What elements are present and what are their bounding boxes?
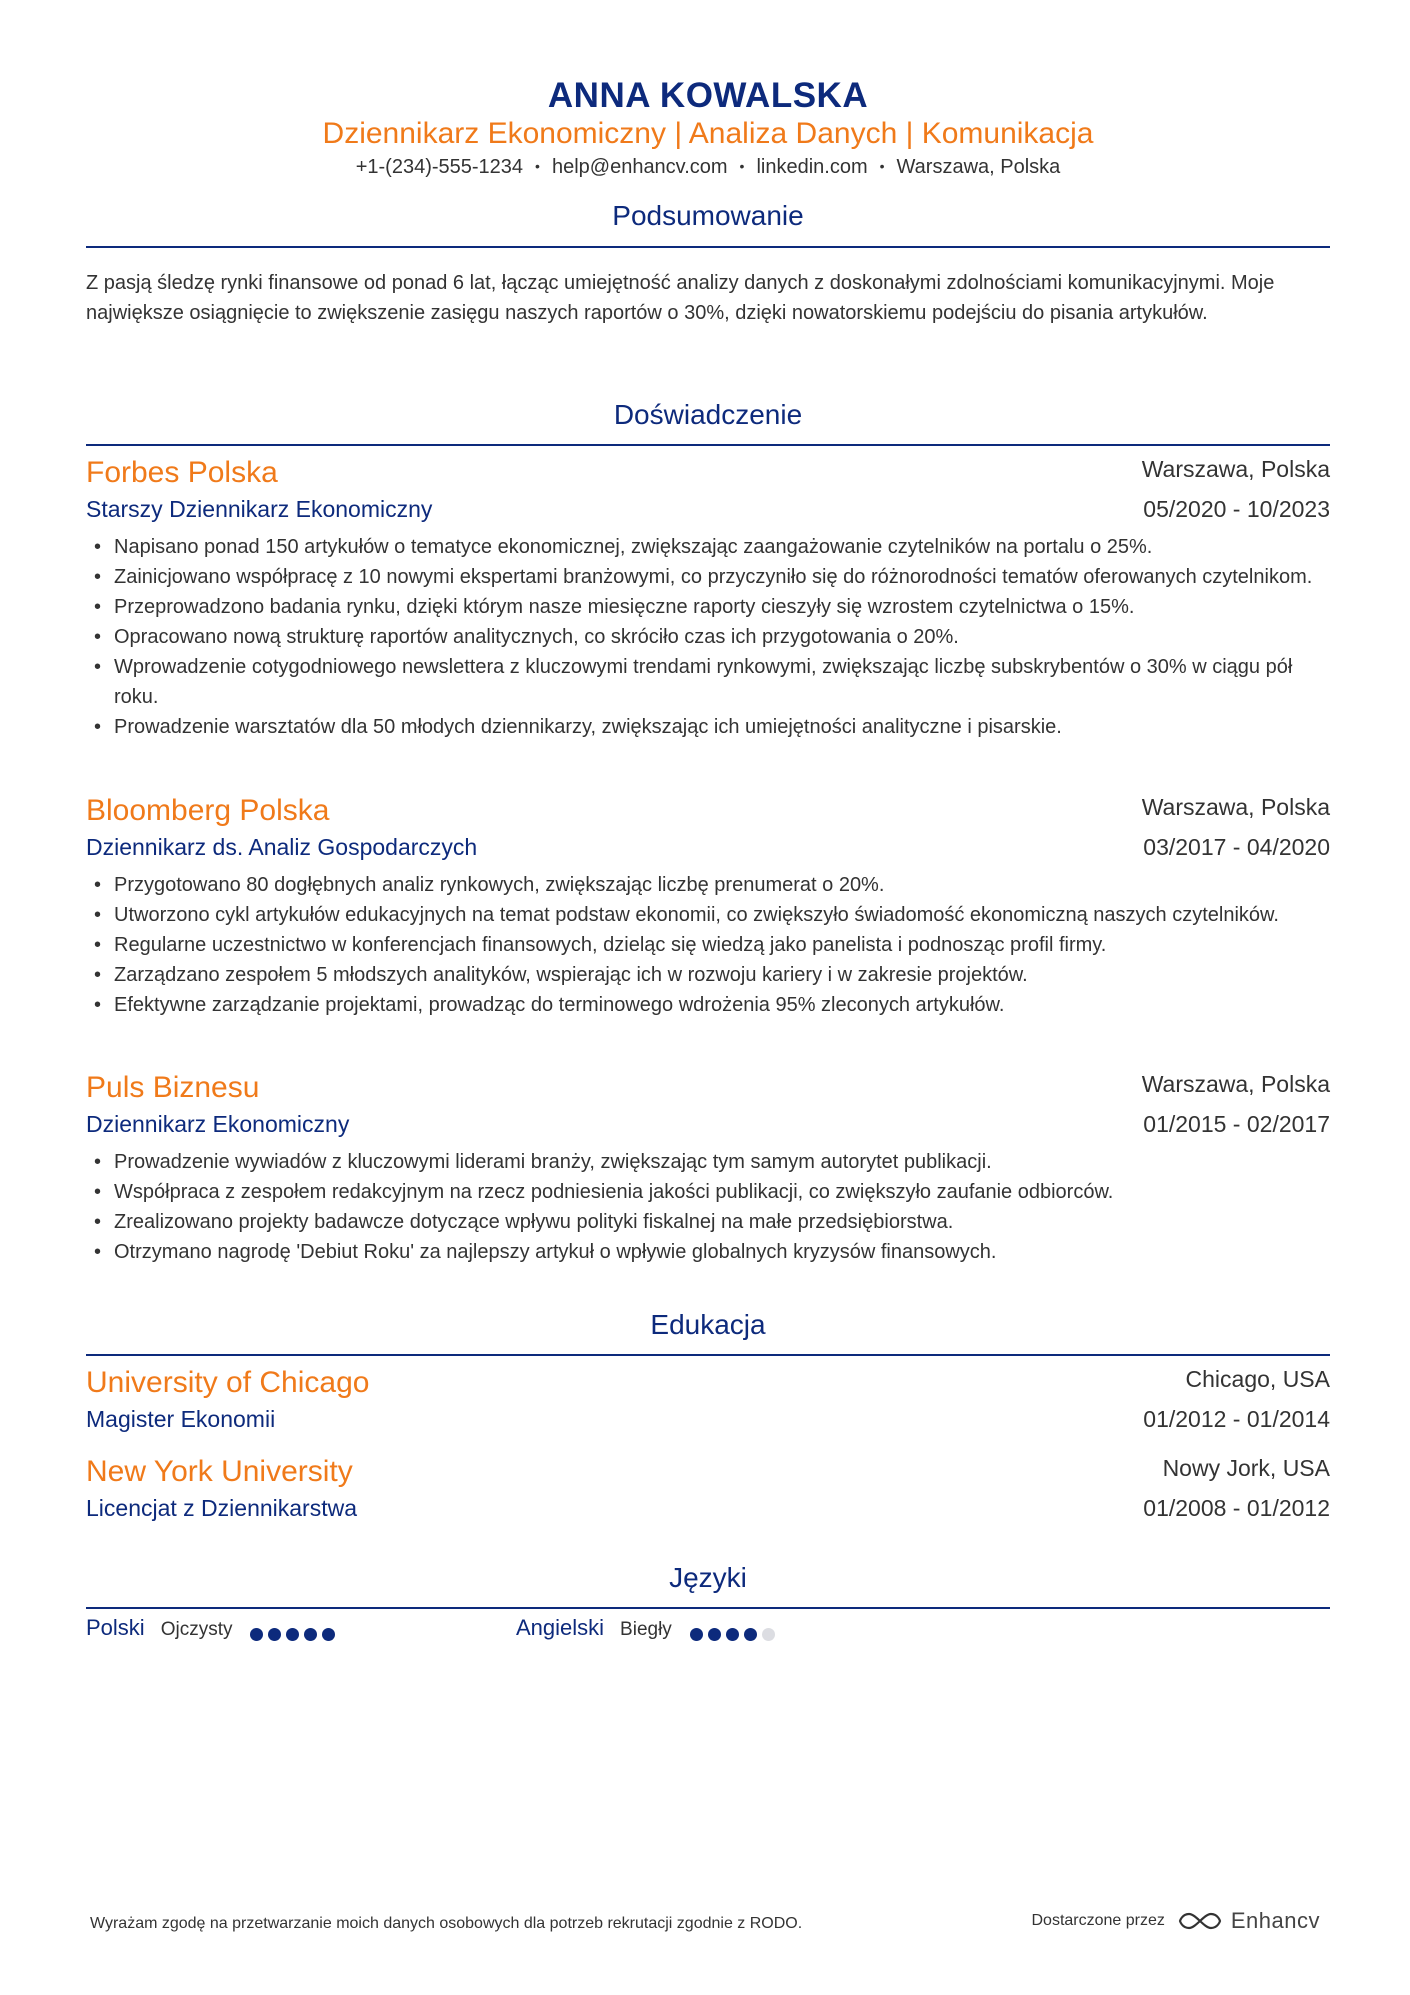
rating-dot-filled [726,1628,739,1641]
summary-divider [86,246,1330,248]
rating-dot-filled [286,1628,299,1641]
rating-dot-filled [250,1628,263,1641]
education-title: Edukacja [650,1309,766,1340]
job-role: Dziennikarz ds. Analiz Gospodarczych [86,834,478,860]
bullet-item: • Przygotowano 80 dogłębnych analiz rynkowych, zwiększając liczbę prenumerat o 20%. [86,870,1330,900]
job-bullets [86,532,1330,742]
bullet-item: • Regularne uczestnictwo w konferencjach finansowych, dzieląc się wiedzą jako panelista i podnosząc profil firmy. [86,930,1330,960]
bullet-item: • Otrzymano nagrodę 'Debiut Roku' za najlepszy artykuł o wpływie globalnych kryzysów finansowych. [86,1237,1330,1267]
education-dates: 01/2012 - 01/2014 [1143,1406,1330,1432]
rating-dot-filled [708,1628,721,1641]
education-divider [86,1354,1330,1356]
language-name: Polski [86,1615,145,1640]
bullet-item: • Wprowadzenie cotygodniowego newslettera z kluczowymi trendami rynkowymi, zwiększając liczbę subskrybentów o 30% w ciągu pół roku. [86,652,1330,712]
rating-dot-filled [304,1628,317,1641]
contact-separator: • [879,158,885,174]
summary-text: Z pasją śledzę rynki finansowe od ponad 6 lat, łącząc umiejętność analizy danych z doskonałymi zdolnościami komunikacyjnymi. Moje największe osiągnięcie to zwiększenie zasięgu naszych raportów o 30%, dzięki nowatorskiemu podejściu do pisania artykułów. [86,272,1275,324]
enhancv-logo[interactable] [1177,1908,1320,1934]
school-name: University of Chicago [86,1366,370,1399]
bullet-item: • Prowadzenie warsztatów dla 50 młodych dziennikarzy, zwiększając ich umiejętności analityczne i pisarskie. [86,712,1330,742]
language-rating [250,1628,335,1641]
rating-dot-filled [690,1628,703,1641]
rating-dot-filled [744,1628,757,1641]
job-dates: 05/2020 - 10/2023 [1143,496,1330,522]
language-level: Ojczysty [160,1619,233,1640]
bullet-item: • Opracowano nową strukturę raportów analitycznych, co skróciło czas ich przygotowania o 20%. [86,622,1330,652]
experience-divider [86,444,1330,446]
language-item [516,1615,775,1645]
linkedin: linkedin.com [756,156,868,178]
job-dates: 01/2015 - 02/2017 [1143,1111,1330,1137]
job-location: Warszawa, Polska [1141,456,1330,482]
company-name: Puls Biznesu [86,1071,260,1104]
language-level: Biegły [620,1619,672,1640]
job-location: Warszawa, Polska [1141,794,1330,820]
provided-by-label: Dostarczone przez [1031,1912,1165,1929]
bullet-item: • Zainicjowano współpracę z 10 nowymi ekspertami branżowymi, co przyczyniło się do różnorodności tematów oferowanych czytelnikom. [86,562,1330,592]
languages-title: Języki [669,1562,747,1593]
languages-divider [86,1607,1330,1609]
rating-dot-empty [762,1628,775,1641]
job-role: Dziennikarz Ekonomiczny [86,1111,350,1137]
company-name: Bloomberg Polska [86,794,330,827]
language-name: Angielski [516,1615,605,1640]
degree: Licencjat z Dziennikarstwa [86,1495,358,1521]
brand-name: Enhancv [1230,1908,1320,1933]
bullet-item: • Zarządzano zespołem 5 młodszych analityków, wspierając ich w rozwoju kariery i w zakresie projektów. [86,960,1330,990]
candidate-name: ANNA KOWALSKA [547,76,869,115]
bullet-item: • Zrealizowano projekty badawcze dotyczące wpływu polityki fiskalnej na małe przedsiębiorstwa. [86,1207,1330,1237]
bullet-item: • Prowadzenie wywiadów z kluczowymi liderami branży, zwiększając tym samym autorytet publikacji. [86,1147,1330,1177]
candidate-headline: Dziennikarz Ekonomiczny | Analiza Danych | Komunikacja [322,117,1094,150]
bullet-item: • Przeprowadzono badania rynku, dzięki którym nasze miesięczne raporty cieszyły się wzrostem czytelnictwa o 15%. [86,592,1330,622]
language-item [86,1615,335,1645]
contact-separator: • [739,158,745,174]
job-role: Starszy Dziennikarz Ekonomiczny [86,496,433,522]
school-location: Chicago, USA [1185,1366,1330,1392]
school-location: Nowy Jork, USA [1162,1455,1330,1481]
education-dates: 01/2008 - 01/2012 [1143,1495,1330,1521]
footer-brand [1031,1908,1320,1934]
language-rating [690,1628,775,1641]
email: help@enhancv.com [551,156,728,178]
gdpr-consent: Wyrażam zgodę na przetwarzanie moich danych osobowych dla potrzeb rekrutacji zgodnie z RODO. [90,1915,803,1932]
school-name: New York University [86,1455,353,1488]
contact-separator: • [535,158,540,174]
job-bullets [86,870,1330,1020]
infinity-icon [1177,1909,1223,1933]
experience-title: Doświadczenie [613,399,803,430]
rating-dot-filled [268,1628,281,1641]
bullet-item: • Utworzono cykl artykułów edukacyjnych na temat podstaw ekonomii, co zwiększyło świadomość ekonomiczną naszych czytelników. [86,900,1330,930]
bullet-item: • Efektywne zarządzanie projektami, prowadząc do terminowego wdrożenia 95% zleconych artykułów. [86,990,1330,1020]
rating-dot-filled [322,1628,335,1641]
bullet-item: • Napisano ponad 150 artykułów o tematyce ekonomicznej, zwiększając zaangażowanie czytelników na portalu o 25%. [86,532,1330,562]
bullet-item: • Współpraca z zespołem redakcyjnym na rzecz podniesienia jakości publikacji, co zwiększyło zaufanie odbiorców. [86,1177,1330,1207]
job-dates: 03/2017 - 04/2020 [1143,834,1330,860]
job-location: Warszawa, Polska [1141,1071,1330,1097]
location: Warszawa, Polska [896,156,1061,178]
summary-title: Podsumowanie [612,200,804,231]
phone: +1-(234)-555-1234 [355,156,524,178]
job-bullets [86,1147,1330,1267]
contact-line [86,156,1330,179]
company-name: Forbes Polska [86,456,278,489]
degree: Magister Ekonomii [86,1406,276,1432]
